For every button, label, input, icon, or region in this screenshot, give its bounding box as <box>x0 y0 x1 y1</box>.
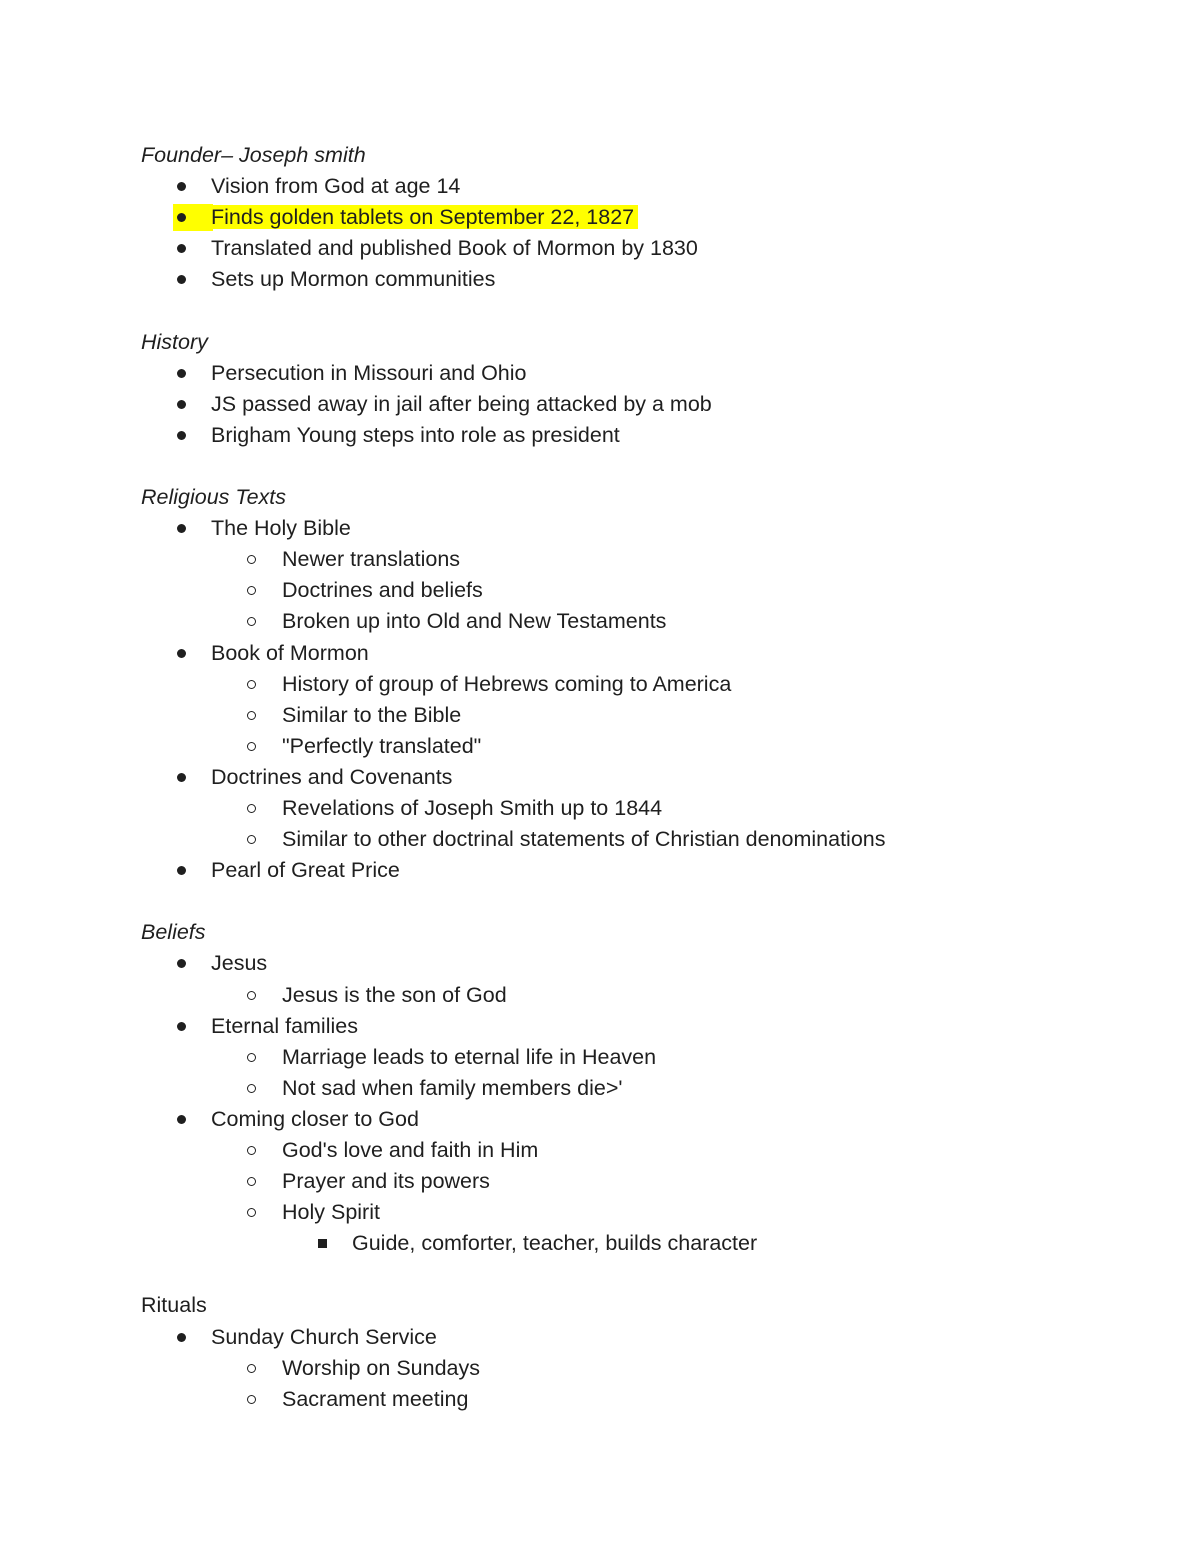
list-item-text: Translated and published Book of Mormon by 1830 <box>211 236 698 261</box>
list-item <box>141 171 1141 202</box>
list-item-text: God's love and faith in Him <box>282 1138 539 1162</box>
bullet-disc-icon <box>177 1115 186 1124</box>
list-item <box>141 793 1141 824</box>
blank-line <box>141 451 1141 482</box>
list-item-text: The Holy Bible <box>211 516 351 541</box>
bullet-circle-icon <box>247 804 256 813</box>
bullet-disc-icon <box>177 1333 186 1342</box>
bullet-circle-icon <box>247 555 256 564</box>
section-heading: History <box>141 329 208 354</box>
bullet-disc-icon <box>177 773 186 782</box>
bullet-circle-icon <box>247 617 256 626</box>
list-item-text: Coming closer to God <box>211 1106 419 1131</box>
list-item <box>141 1104 1141 1135</box>
list-item <box>141 606 1141 637</box>
blank-line <box>141 1259 1141 1290</box>
list-item <box>141 202 1141 233</box>
list-item <box>141 824 1141 855</box>
list-item <box>141 948 1141 979</box>
list-item <box>141 513 1141 544</box>
bullet-disc-icon <box>177 400 186 409</box>
list-item <box>141 731 1141 762</box>
document-body <box>141 140 1141 1415</box>
list-item <box>141 264 1141 295</box>
blank-line <box>141 295 1141 326</box>
list-item-text: Persecution in Missouri and Ohio <box>211 360 527 385</box>
list-item <box>141 420 1141 451</box>
list-item-text: Pearl of Great Price <box>211 858 400 883</box>
list-item <box>141 544 1141 575</box>
list-item-text: Holy Spirit <box>282 1200 380 1225</box>
bullet-circle-icon <box>247 1084 256 1093</box>
list-item-text: Revelations of Joseph Smith up to 1844 <box>282 795 663 820</box>
list-item <box>141 855 1141 886</box>
bullet-disc-icon <box>177 244 186 253</box>
list-item <box>141 1384 1141 1415</box>
section-heading: Founder– Joseph smith <box>141 143 366 167</box>
list-item-text: JS passed away in jail after being attacked by a mob <box>211 391 712 416</box>
list-item-text: Vision from God at age 14 <box>211 174 461 199</box>
list-item-text: Doctrines and Covenants <box>211 764 453 789</box>
bullet-disc-icon <box>177 182 186 191</box>
bullet-disc-icon <box>177 524 186 533</box>
bullet-circle-icon <box>247 991 256 1000</box>
list-item <box>141 669 1141 700</box>
bullet-disc-icon <box>177 1022 186 1031</box>
list-item-text: Eternal families <box>211 1013 358 1038</box>
list-item-text: Brigham Young steps into role as president <box>211 422 620 447</box>
list-item-text: Jesus is the son of God <box>282 982 507 1007</box>
bullet-circle-icon <box>247 711 256 720</box>
bullet-circle-icon <box>247 1053 256 1062</box>
list-item-text: Marriage leads to eternal life in Heaven <box>282 1044 657 1069</box>
bullet-disc-icon <box>177 649 186 658</box>
list-item-text: Worship on Sundays <box>282 1355 480 1380</box>
list-item-text: Sunday Church Service <box>211 1324 437 1349</box>
bullet-circle-icon <box>247 1146 256 1155</box>
bullet-disc-icon <box>177 369 186 378</box>
bullet-circle-icon <box>247 1395 256 1404</box>
list-item-text: Book of Mormon <box>211 640 369 665</box>
list-item-text: Sets up Mormon communities <box>211 267 496 292</box>
list-item-text: Broken up into Old and New Testaments <box>282 609 667 634</box>
bullet-circle-icon <box>247 586 256 595</box>
list-item-text: Newer translations <box>282 547 461 572</box>
list-item <box>141 638 1141 669</box>
bullet-disc-icon <box>177 866 186 875</box>
section-heading: Rituals <box>141 1293 207 1318</box>
list-item-text: Prayer and its powers <box>282 1169 490 1194</box>
bullet-circle-icon <box>247 1364 256 1373</box>
bullet-disc-icon <box>177 431 186 440</box>
bullet-circle-icon <box>247 742 256 751</box>
list-item-text: Doctrines and beliefs <box>282 578 483 603</box>
list-item-text: History of group of Hebrews coming to America <box>282 671 732 696</box>
bullet-disc-icon <box>177 959 186 968</box>
list-item-text: Similar to the Bible <box>282 702 462 727</box>
list-item-text: Sacrament meeting <box>282 1386 469 1411</box>
bullet-circle-icon <box>247 680 256 689</box>
list-item-text: Not sad when family members die>' <box>282 1075 623 1100</box>
list-item-text: "Perfectly translated" <box>282 733 482 758</box>
list-item-text: Jesus <box>211 951 268 976</box>
list-item-text: Guide, comforter, teacher, builds character <box>352 1231 758 1256</box>
list-item <box>141 1073 1141 1104</box>
bullet-disc-icon <box>177 275 186 284</box>
list-item-text: Finds golden tablets on September 22, 1827 <box>211 205 638 229</box>
list-item <box>141 233 1141 264</box>
bullet-square-icon <box>318 1239 327 1248</box>
section-heading: Beliefs <box>141 920 206 945</box>
list-item <box>141 1011 1141 1042</box>
bullet-circle-icon <box>247 1208 256 1217</box>
blank-line <box>141 886 1141 917</box>
list-item <box>141 980 1141 1011</box>
list-item <box>141 1322 1141 1353</box>
list-item <box>141 1228 1141 1259</box>
list-item <box>141 1197 1141 1228</box>
list-item <box>141 1353 1141 1384</box>
list-item <box>141 700 1141 731</box>
list-item-text: Similar to other doctrinal statements of Christian denominations <box>282 827 886 852</box>
list-item <box>141 358 1141 389</box>
list-item <box>141 575 1141 606</box>
list-item <box>141 1135 1141 1166</box>
bullet-circle-icon <box>247 1177 256 1186</box>
list-item <box>141 389 1141 420</box>
section-heading: Religious Texts <box>141 485 286 510</box>
list-item <box>141 1042 1141 1073</box>
list-item <box>141 762 1141 793</box>
bullet-circle-icon <box>247 835 256 844</box>
list-item <box>141 1166 1141 1197</box>
